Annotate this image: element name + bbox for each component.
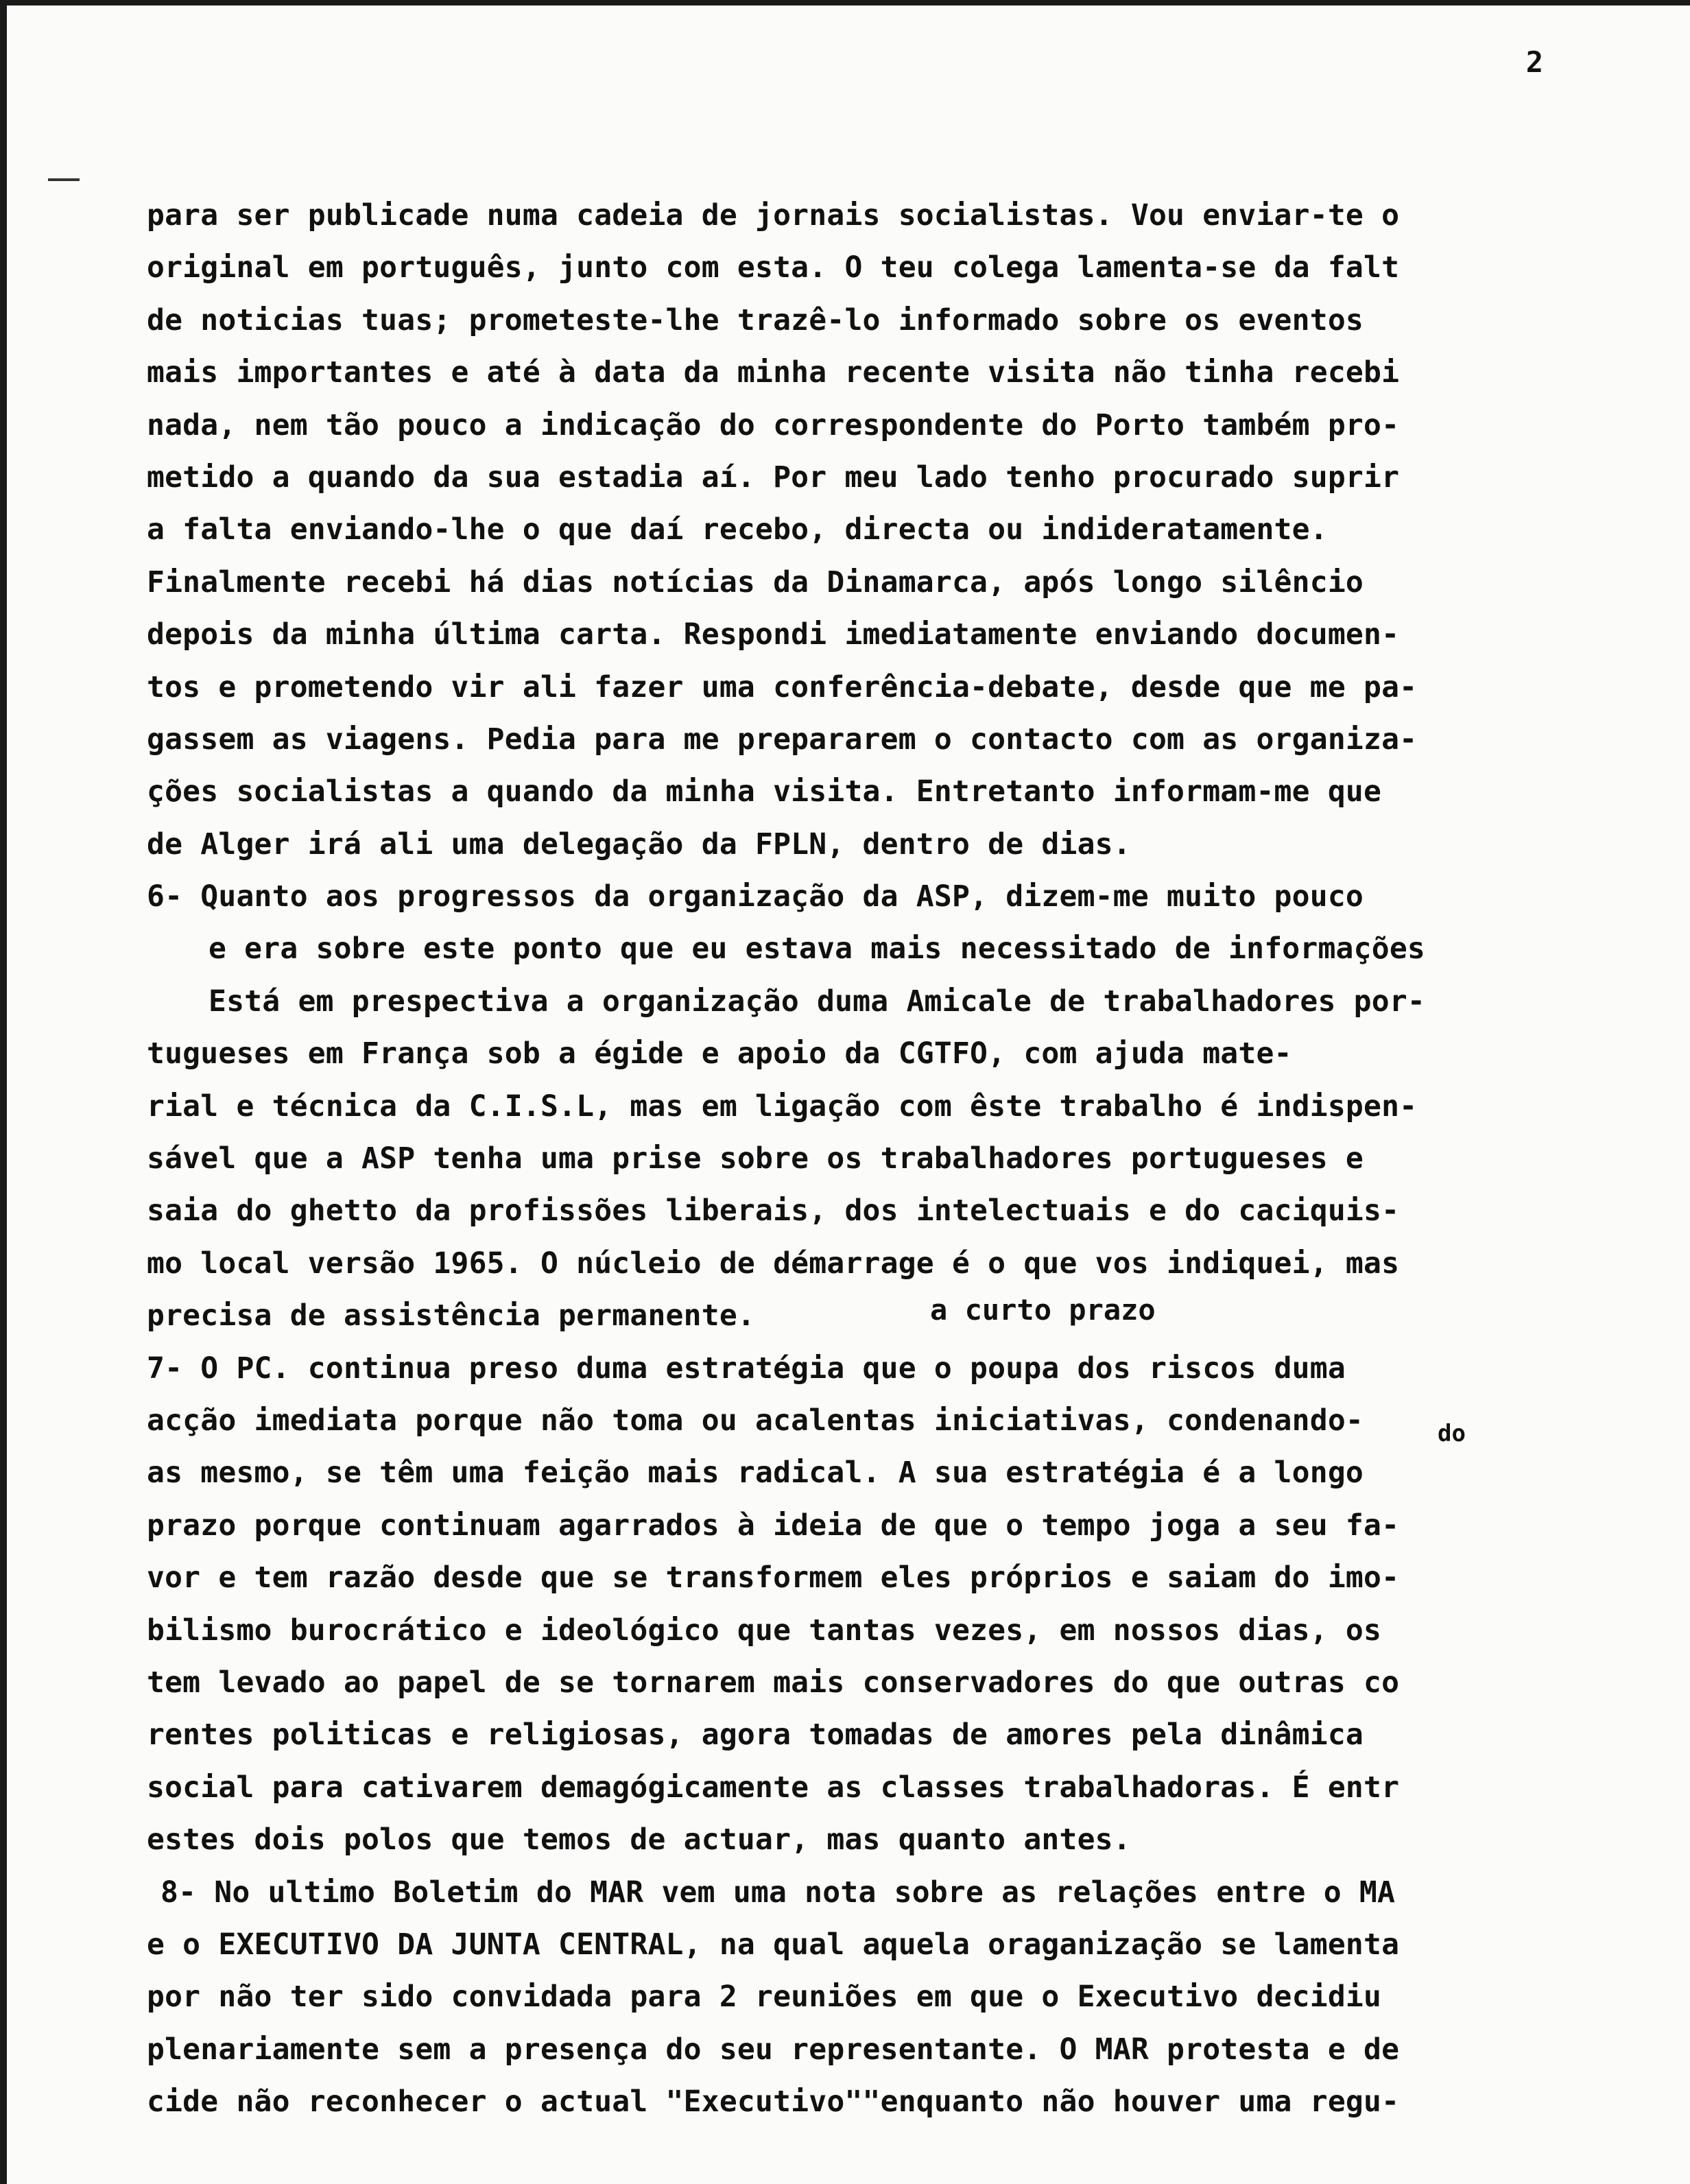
text-line: e o EXECUTIVO DA JUNTA CENTRAL, na qual aquela oraganização se lamenta [147,1927,1400,1962]
text-line: prazo porque continuam agarrados à ideia de que o tempo joga a seu fa- [147,1508,1400,1543]
text-line: de Alger irá ali uma delegação da FPLN, dentro de dias. [147,827,1131,862]
text-line: Finalmente recebi há dias notícias da Dinamarca, após longo silêncio [147,565,1364,600]
text-line: mais importantes e até à data da minha recente visita não tinha recebi [147,355,1400,390]
text-line: 6- Quanto aos progressos da organização da ASP, dizem-me muito pouco [147,879,1364,914]
text-line: rial e técnica da C.I.S.L, mas em ligação com êste trabalho é indispen- [147,1089,1418,1124]
text-line: por não ter sido convidada para 2 reuniões em que o Executivo decidiu [147,1980,1382,2015]
text-line: rentes politicas e religiosas, agora tomadas de amores pela dinâmica [147,1718,1364,1753]
text-line: saia do ghetto da profissões liberais, dos intelectuais e do caciquis- [147,1194,1400,1228]
text-line: bilismo burocrático e ideológico que tantas vezes, em nossos dias, os [147,1613,1382,1648]
text-line: cide não reconhecer o actual "Executivo""enquanto não houver uma regu- [147,2085,1400,2120]
typed-letter-body [147,189,1642,2128]
text-line: 8- No ultimo Boletim do MAR vem uma nota sobre as relações entre o MA [160,1875,1396,1910]
text-line: nada, nem tão pouco a indicação do correspondente do Porto também pro- [147,407,1400,442]
text-line: precisa de assistência permanente. [147,1298,755,1333]
page-number: 2 [1525,45,1543,79]
text-line: e era sobre este ponto que eu estava mais necessitado de informações [209,931,1425,966]
text-line: tos e prometendo vir ali fazer uma conferência-debate, desde que me pa- [147,669,1418,704]
text-line: acção imediata porque não toma ou acalentas iniciativas, condenando- [147,1403,1364,1438]
text-line: tugueses em França sob a égide e apoio da CGTFO, com ajuda mate- [147,1036,1292,1071]
text-line: tem levado ao papel de se tornarem mais conservadores do que outras co [147,1665,1400,1700]
text-line: a falta enviando-lhe o que daí recebo, directa ou indideratamente. [147,512,1328,547]
text-line: ções socialistas a quando da minha visita. Entretanto informam-me que [147,774,1382,809]
text-line: Está em prespectiva a organização duma Amicale de trabalhadores por- [209,984,1425,1019]
handwritten-superscript: do [1438,1420,1466,1447]
interlinear-insertion: a curto prazo [930,1293,1156,1327]
margin-mark [48,178,80,181]
text-line: mo local versão 1965. O núcleio de démarrage é o que vos indiquei, mas [147,1246,1400,1281]
text-line: de noticias tuas; prometeste-lhe trazê-lo informado sobre os eventos [147,302,1364,337]
text-line: para ser publicade numa cadeia de jornais socialistas. Vou enviar-te o [147,198,1400,233]
text-line: sável que a ASP tenha uma prise sobre os trabalhadores portugueses e [147,1141,1364,1176]
text-line: original em português, junto com esta. O teu colega lamenta-se da falt [147,250,1400,285]
text-line: social para cativarem demagógicamente as classes trabalhadoras. É entr [147,1770,1400,1805]
text-line: plenariamente sem a presença do seu representante. O MAR protesta e de [147,2032,1400,2067]
text-line: metido a quando da sua estadia aí. Por meu lado tenho procurado suprir [147,460,1400,495]
text-line: vor e tem razão desde que se transformem eles próprios e saiam do imo- [147,1560,1400,1595]
text-line: as mesmo, se têm uma feição mais radical. A sua estratégia é a longo [147,1456,1364,1491]
text-line: estes dois polos que temos de actuar, mas quanto antes. [147,1823,1131,1857]
text-line: depois da minha última carta. Respondi imediatamente enviando documen- [147,617,1400,652]
text-line: gassem as viagens. Pedia para me prepararem o contacto com as organiza- [147,722,1418,757]
text-line: 7- O PC. continua preso duma estratégia que o poupa dos riscos duma [147,1351,1346,1386]
